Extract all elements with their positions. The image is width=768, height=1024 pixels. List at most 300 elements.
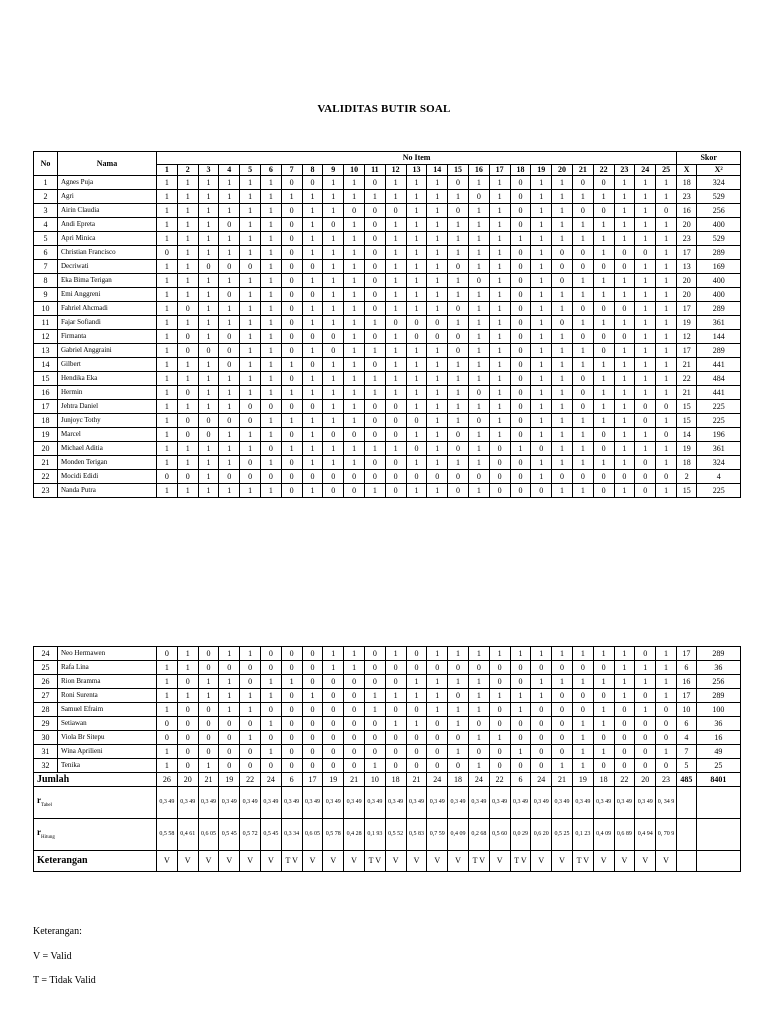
score-x2: 225 [697, 414, 741, 428]
score-cell: 1 [614, 386, 635, 400]
score-x2: 196 [697, 428, 741, 442]
student-name: Tenika [58, 759, 157, 773]
score-cell: 1 [552, 204, 573, 218]
score-cell: 1 [323, 456, 344, 470]
student-no: 26 [34, 675, 58, 689]
score-cell: 0 [240, 400, 261, 414]
score-cell: 1 [656, 661, 677, 675]
score-cell: 0 [468, 745, 489, 759]
score-cell: 1 [614, 358, 635, 372]
student-no: 18 [34, 414, 58, 428]
r-tabel-cell: 0,3 49 [489, 787, 510, 819]
jumlah-cell: 17 [302, 773, 323, 787]
score-cell: 0 [427, 330, 448, 344]
score-cell: 1 [468, 759, 489, 773]
score-cell: 1 [468, 731, 489, 745]
score-cell: 0 [344, 204, 365, 218]
r-hitung-cell: 0,6 05 [302, 819, 323, 851]
score-cell: 1 [323, 204, 344, 218]
score-cell: 0 [448, 176, 469, 190]
score-x: 17 [677, 246, 697, 260]
r-tabel-cell: 0,3 49 [385, 787, 406, 819]
score-cell: 1 [260, 176, 281, 190]
student-name: Hendika Eka [58, 372, 157, 386]
score-cell: 1 [427, 344, 448, 358]
r-tabel-cell: 0,3 49 [448, 787, 469, 819]
item-header: 18 [510, 165, 531, 176]
score-cell: 1 [364, 442, 385, 456]
score-cell: 0 [427, 661, 448, 675]
student-row [34, 470, 741, 484]
score-cell: 1 [364, 344, 385, 358]
score-cell: 1 [552, 288, 573, 302]
score-cell: 0 [427, 316, 448, 330]
score-cell: 1 [406, 302, 427, 316]
score-cell: 1 [219, 316, 240, 330]
score-cell: 1 [219, 232, 240, 246]
score-cell: 1 [281, 442, 302, 456]
score-cell: 1 [344, 442, 365, 456]
score-cell: 1 [240, 703, 261, 717]
score-cell: 0 [656, 703, 677, 717]
r-tabel-cell: 0, 34 9 [656, 787, 677, 819]
student-row [34, 647, 741, 661]
score-cell: 1 [240, 344, 261, 358]
score-cell: 1 [260, 246, 281, 260]
score-cell: 1 [385, 358, 406, 372]
score-cell: 0 [219, 745, 240, 759]
score-cell: 0 [635, 484, 656, 498]
score-cell: 1 [302, 190, 323, 204]
score-cell: 0 [240, 745, 261, 759]
score-cell: 1 [323, 232, 344, 246]
score-cell: 1 [157, 260, 178, 274]
keterangan-cell: V [406, 851, 427, 872]
score-cell: 0 [531, 442, 552, 456]
score-cell: 0 [656, 428, 677, 442]
item-header: 3 [198, 165, 219, 176]
score-cell: 1 [157, 442, 178, 456]
keterangan-cell: T V [281, 851, 302, 872]
score-cell: 1 [198, 689, 219, 703]
score-cell: 1 [468, 358, 489, 372]
score-cell: 1 [552, 647, 573, 661]
score-cell: 0 [364, 400, 385, 414]
score-cell: 0 [572, 661, 593, 675]
score-x: 20 [677, 288, 697, 302]
student-no: 22 [34, 470, 58, 484]
item-header: 2 [177, 165, 198, 176]
score-cell: 1 [468, 703, 489, 717]
score-cell: 1 [157, 344, 178, 358]
score-cell: 0 [406, 661, 427, 675]
score-cell: 1 [489, 358, 510, 372]
score-cell: 0 [344, 717, 365, 731]
score-cell: 1 [656, 260, 677, 274]
jumlah-cell: 10 [364, 773, 385, 787]
score-cell: 0 [157, 731, 178, 745]
score-cell: 1 [572, 344, 593, 358]
score-cell: 1 [427, 302, 448, 316]
score-cell: 1 [656, 372, 677, 386]
score-cell: 1 [552, 442, 573, 456]
score-cell: 0 [468, 414, 489, 428]
score-cell: 1 [489, 274, 510, 288]
score-cell: 1 [635, 260, 656, 274]
score-cell: 1 [240, 302, 261, 316]
score-cell: 1 [552, 344, 573, 358]
r-tabel-subscript: Tabel [41, 802, 53, 808]
score-cell: 1 [219, 703, 240, 717]
score-cell: 0 [385, 661, 406, 675]
student-no: 5 [34, 232, 58, 246]
score-cell: 0 [219, 358, 240, 372]
student-no: 27 [34, 689, 58, 703]
score-cell: 0 [219, 661, 240, 675]
score-cell: 0 [489, 759, 510, 773]
score-cell: 1 [302, 302, 323, 316]
jumlah-cell: 22 [614, 773, 635, 787]
score-cell: 1 [240, 204, 261, 218]
r-tabel-cell: 0,3 49 [406, 787, 427, 819]
score-cell: 1 [260, 330, 281, 344]
score-cell: 1 [656, 246, 677, 260]
student-row [34, 661, 741, 675]
score-cell: 0 [240, 717, 261, 731]
score-cell: 1 [385, 442, 406, 456]
student-no: 1 [34, 176, 58, 190]
score-cell: 1 [198, 190, 219, 204]
score-cell: 0 [510, 456, 531, 470]
score-cell: 1 [406, 372, 427, 386]
score-cell: 1 [489, 232, 510, 246]
item-header: 5 [240, 165, 261, 176]
score-cell: 0 [198, 647, 219, 661]
score-cell: 1 [635, 204, 656, 218]
score-cell: 1 [157, 372, 178, 386]
score-cell: 1 [427, 358, 448, 372]
score-cell: 0 [260, 647, 281, 661]
score-cell: 0 [240, 759, 261, 773]
score-cell: 1 [323, 302, 344, 316]
score-cell: 1 [489, 647, 510, 661]
score-cell: 0 [448, 731, 469, 745]
score-cell: 1 [260, 218, 281, 232]
score-cell: 1 [593, 358, 614, 372]
score-cell: 0 [510, 759, 531, 773]
score-x2: 100 [696, 703, 740, 717]
student-row [34, 176, 741, 190]
student-row [34, 428, 741, 442]
score-cell: 1 [385, 330, 406, 344]
score-cell: 1 [323, 414, 344, 428]
score-cell: 1 [572, 442, 593, 456]
item-header: 7 [281, 165, 302, 176]
score-x: 13 [677, 260, 697, 274]
score-cell: 0 [260, 470, 281, 484]
score-cell: 0 [302, 400, 323, 414]
score-x2: 289 [697, 302, 741, 316]
r-tabel-cell: 0,3 49 [552, 787, 573, 819]
score-cell: 0 [157, 647, 178, 661]
score-cell: 1 [468, 232, 489, 246]
student-row [34, 414, 741, 428]
score-cell: 1 [468, 288, 489, 302]
keterangan-row [34, 851, 741, 872]
student-name: Nanda Putra [58, 484, 157, 498]
score-cell: 0 [240, 675, 261, 689]
score-cell: 1 [531, 316, 552, 330]
score-cell: 1 [198, 274, 219, 288]
score-cell: 0 [656, 400, 677, 414]
score-cell: 1 [344, 372, 365, 386]
score-x2: 25 [696, 759, 740, 773]
score-cell: 1 [468, 372, 489, 386]
student-no: 29 [34, 717, 58, 731]
score-cell: 0 [302, 288, 323, 302]
score-cell: 1 [157, 661, 178, 675]
item-header: 10 [344, 165, 365, 176]
score-cell: 0 [198, 717, 219, 731]
score-cell: 0 [468, 717, 489, 731]
student-no: 8 [34, 274, 58, 288]
student-name: Firmanta [58, 330, 157, 344]
jumlah-cell: 18 [385, 773, 406, 787]
score-cell: 1 [240, 731, 261, 745]
score-cell: 0 [364, 176, 385, 190]
score-cell: 1 [656, 442, 677, 456]
score-x2: 256 [696, 675, 740, 689]
score-cell: 1 [468, 689, 489, 703]
score-cell: 1 [385, 689, 406, 703]
score-cell: 1 [489, 218, 510, 232]
score-cell: 1 [323, 358, 344, 372]
score-cell: 1 [177, 372, 198, 386]
score-cell: 0 [177, 717, 198, 731]
score-cell: 1 [552, 400, 573, 414]
score-cell: 0 [656, 470, 677, 484]
score-cell: 0 [593, 302, 614, 316]
score-cell: 1 [656, 456, 677, 470]
score-cell: 0 [593, 428, 614, 442]
score-cell: 1 [510, 703, 531, 717]
keterangan-cell: T V [572, 851, 593, 872]
score-cell: 1 [385, 386, 406, 400]
score-cell: 1 [177, 689, 198, 703]
score-cell: 1 [177, 288, 198, 302]
student-name: Decriwati [58, 260, 157, 274]
empty-cell [696, 787, 740, 819]
score-cell: 0 [656, 731, 677, 745]
keterangan-cell: V [302, 851, 323, 872]
score-cell: 1 [552, 484, 573, 498]
score-cell: 1 [614, 484, 635, 498]
score-cell: 0 [281, 204, 302, 218]
student-name: Agri [58, 190, 157, 204]
score-cell: 1 [531, 246, 552, 260]
score-cell: 1 [198, 759, 219, 773]
score-cell: 0 [510, 358, 531, 372]
score-x2: 441 [697, 358, 741, 372]
score-cell: 1 [177, 400, 198, 414]
score-cell: 1 [302, 442, 323, 456]
score-cell: 0 [468, 274, 489, 288]
score-cell: 0 [552, 703, 573, 717]
score-cell: 1 [344, 316, 365, 330]
score-cell: 0 [510, 731, 531, 745]
student-name: Junjoyc Tothy [58, 414, 157, 428]
score-cell: 0 [219, 414, 240, 428]
score-cell: 0 [281, 344, 302, 358]
score-cell: 1 [427, 372, 448, 386]
r-hitung-cell: 0, 70 9 [656, 819, 677, 851]
score-cell: 0 [427, 717, 448, 731]
score-cell: 1 [198, 330, 219, 344]
score-cell: 1 [593, 246, 614, 260]
score-cell: 0 [552, 260, 573, 274]
score-cell: 1 [323, 386, 344, 400]
score-cell: 0 [219, 288, 240, 302]
score-cell: 1 [344, 176, 365, 190]
score-cell: 1 [427, 689, 448, 703]
score-cell: 1 [531, 330, 552, 344]
score-cell: 0 [260, 442, 281, 456]
score-cell: 1 [219, 442, 240, 456]
score-cell: 0 [614, 759, 635, 773]
score-cell: 1 [344, 218, 365, 232]
score-cell: 1 [302, 204, 323, 218]
score-cell: 1 [240, 689, 261, 703]
score-cell: 1 [177, 316, 198, 330]
score-cell: 1 [323, 176, 344, 190]
score-cell: 1 [406, 288, 427, 302]
score-cell: 0 [157, 470, 178, 484]
score-cell: 1 [177, 274, 198, 288]
score-x2: 289 [696, 689, 740, 703]
keterangan-cell: V [635, 851, 656, 872]
score-cell: 0 [552, 731, 573, 745]
score-cell: 1 [344, 456, 365, 470]
score-cell: 1 [219, 190, 240, 204]
score-cell: 0 [448, 428, 469, 442]
score-cell: 0 [364, 218, 385, 232]
score-cell: 1 [531, 260, 552, 274]
score-cell: 1 [489, 204, 510, 218]
score-cell: 1 [406, 218, 427, 232]
score-cell: 1 [260, 190, 281, 204]
student-row [34, 386, 741, 400]
score-cell: 1 [427, 703, 448, 717]
score-cell: 1 [157, 316, 178, 330]
score-cell: 1 [635, 316, 656, 330]
score-cell: 1 [157, 414, 178, 428]
score-cell: 0 [552, 316, 573, 330]
score-cell: 1 [198, 386, 219, 400]
jumlah-cell: 21 [344, 773, 365, 787]
score-cell: 1 [385, 232, 406, 246]
score-cell: 1 [448, 190, 469, 204]
student-row [34, 484, 741, 498]
student-no: 9 [34, 288, 58, 302]
score-cell: 1 [323, 260, 344, 274]
score-cell: 1 [656, 647, 677, 661]
r-tabel-cell: 0,3 49 [468, 787, 489, 819]
score-cell: 1 [240, 372, 261, 386]
score-cell: 0 [427, 759, 448, 773]
student-name: Neo Hermawen [58, 647, 157, 661]
keterangan-cell: T V [364, 851, 385, 872]
student-row [34, 204, 741, 218]
score-cell: 0 [281, 316, 302, 330]
score-cell: 1 [552, 302, 573, 316]
student-row [34, 260, 741, 274]
score-cell: 0 [302, 358, 323, 372]
score-cell: 1 [260, 232, 281, 246]
score-cell: 0 [281, 400, 302, 414]
empty-cell [696, 819, 740, 851]
jumlah-cell: 21 [406, 773, 427, 787]
score-cell: 1 [302, 386, 323, 400]
score-cell: 1 [448, 358, 469, 372]
score-cell: 1 [344, 414, 365, 428]
keterangan-cell: V [656, 851, 677, 872]
score-cell: 1 [302, 414, 323, 428]
score-cell: 1 [552, 456, 573, 470]
score-cell: 1 [531, 414, 552, 428]
validity-table-part-2 [33, 646, 741, 872]
score-cell: 1 [489, 246, 510, 260]
empty-cell [676, 819, 696, 851]
score-cell: 1 [572, 675, 593, 689]
score-cell: 0 [344, 745, 365, 759]
score-cell: 0 [614, 731, 635, 745]
score-cell: 0 [385, 456, 406, 470]
keterangan-cell: V [531, 851, 552, 872]
score-cell: 0 [593, 442, 614, 456]
score-cell: 0 [198, 745, 219, 759]
empty-cell [676, 787, 696, 819]
score-cell: 1 [219, 176, 240, 190]
score-cell: 1 [323, 647, 344, 661]
r-hitung-cell: 0,5 45 [219, 819, 240, 851]
score-cell: 0 [572, 470, 593, 484]
score-cell: 0 [510, 400, 531, 414]
score-cell: 0 [572, 386, 593, 400]
score-x2: 225 [697, 484, 741, 498]
score-cell: 1 [468, 260, 489, 274]
item-header: 17 [489, 165, 510, 176]
score-cell: 1 [468, 456, 489, 470]
score-cell: 1 [427, 442, 448, 456]
jumlah-cell: 24 [468, 773, 489, 787]
r-tabel-label [34, 787, 157, 819]
score-cell: 0 [572, 246, 593, 260]
score-cell: 1 [177, 218, 198, 232]
score-cell: 0 [406, 759, 427, 773]
score-cell: 1 [635, 344, 656, 358]
score-cell: 0 [656, 759, 677, 773]
score-cell: 1 [323, 661, 344, 675]
score-cell: 1 [635, 703, 656, 717]
score-cell: 1 [364, 759, 385, 773]
score-cell: 0 [531, 745, 552, 759]
score-cell: 1 [448, 675, 469, 689]
score-cell: 1 [157, 218, 178, 232]
r-tabel-cell: 0,3 49 [281, 787, 302, 819]
r-hitung-label [34, 819, 157, 851]
score-cell: 1 [656, 316, 677, 330]
score-cell: 1 [531, 689, 552, 703]
